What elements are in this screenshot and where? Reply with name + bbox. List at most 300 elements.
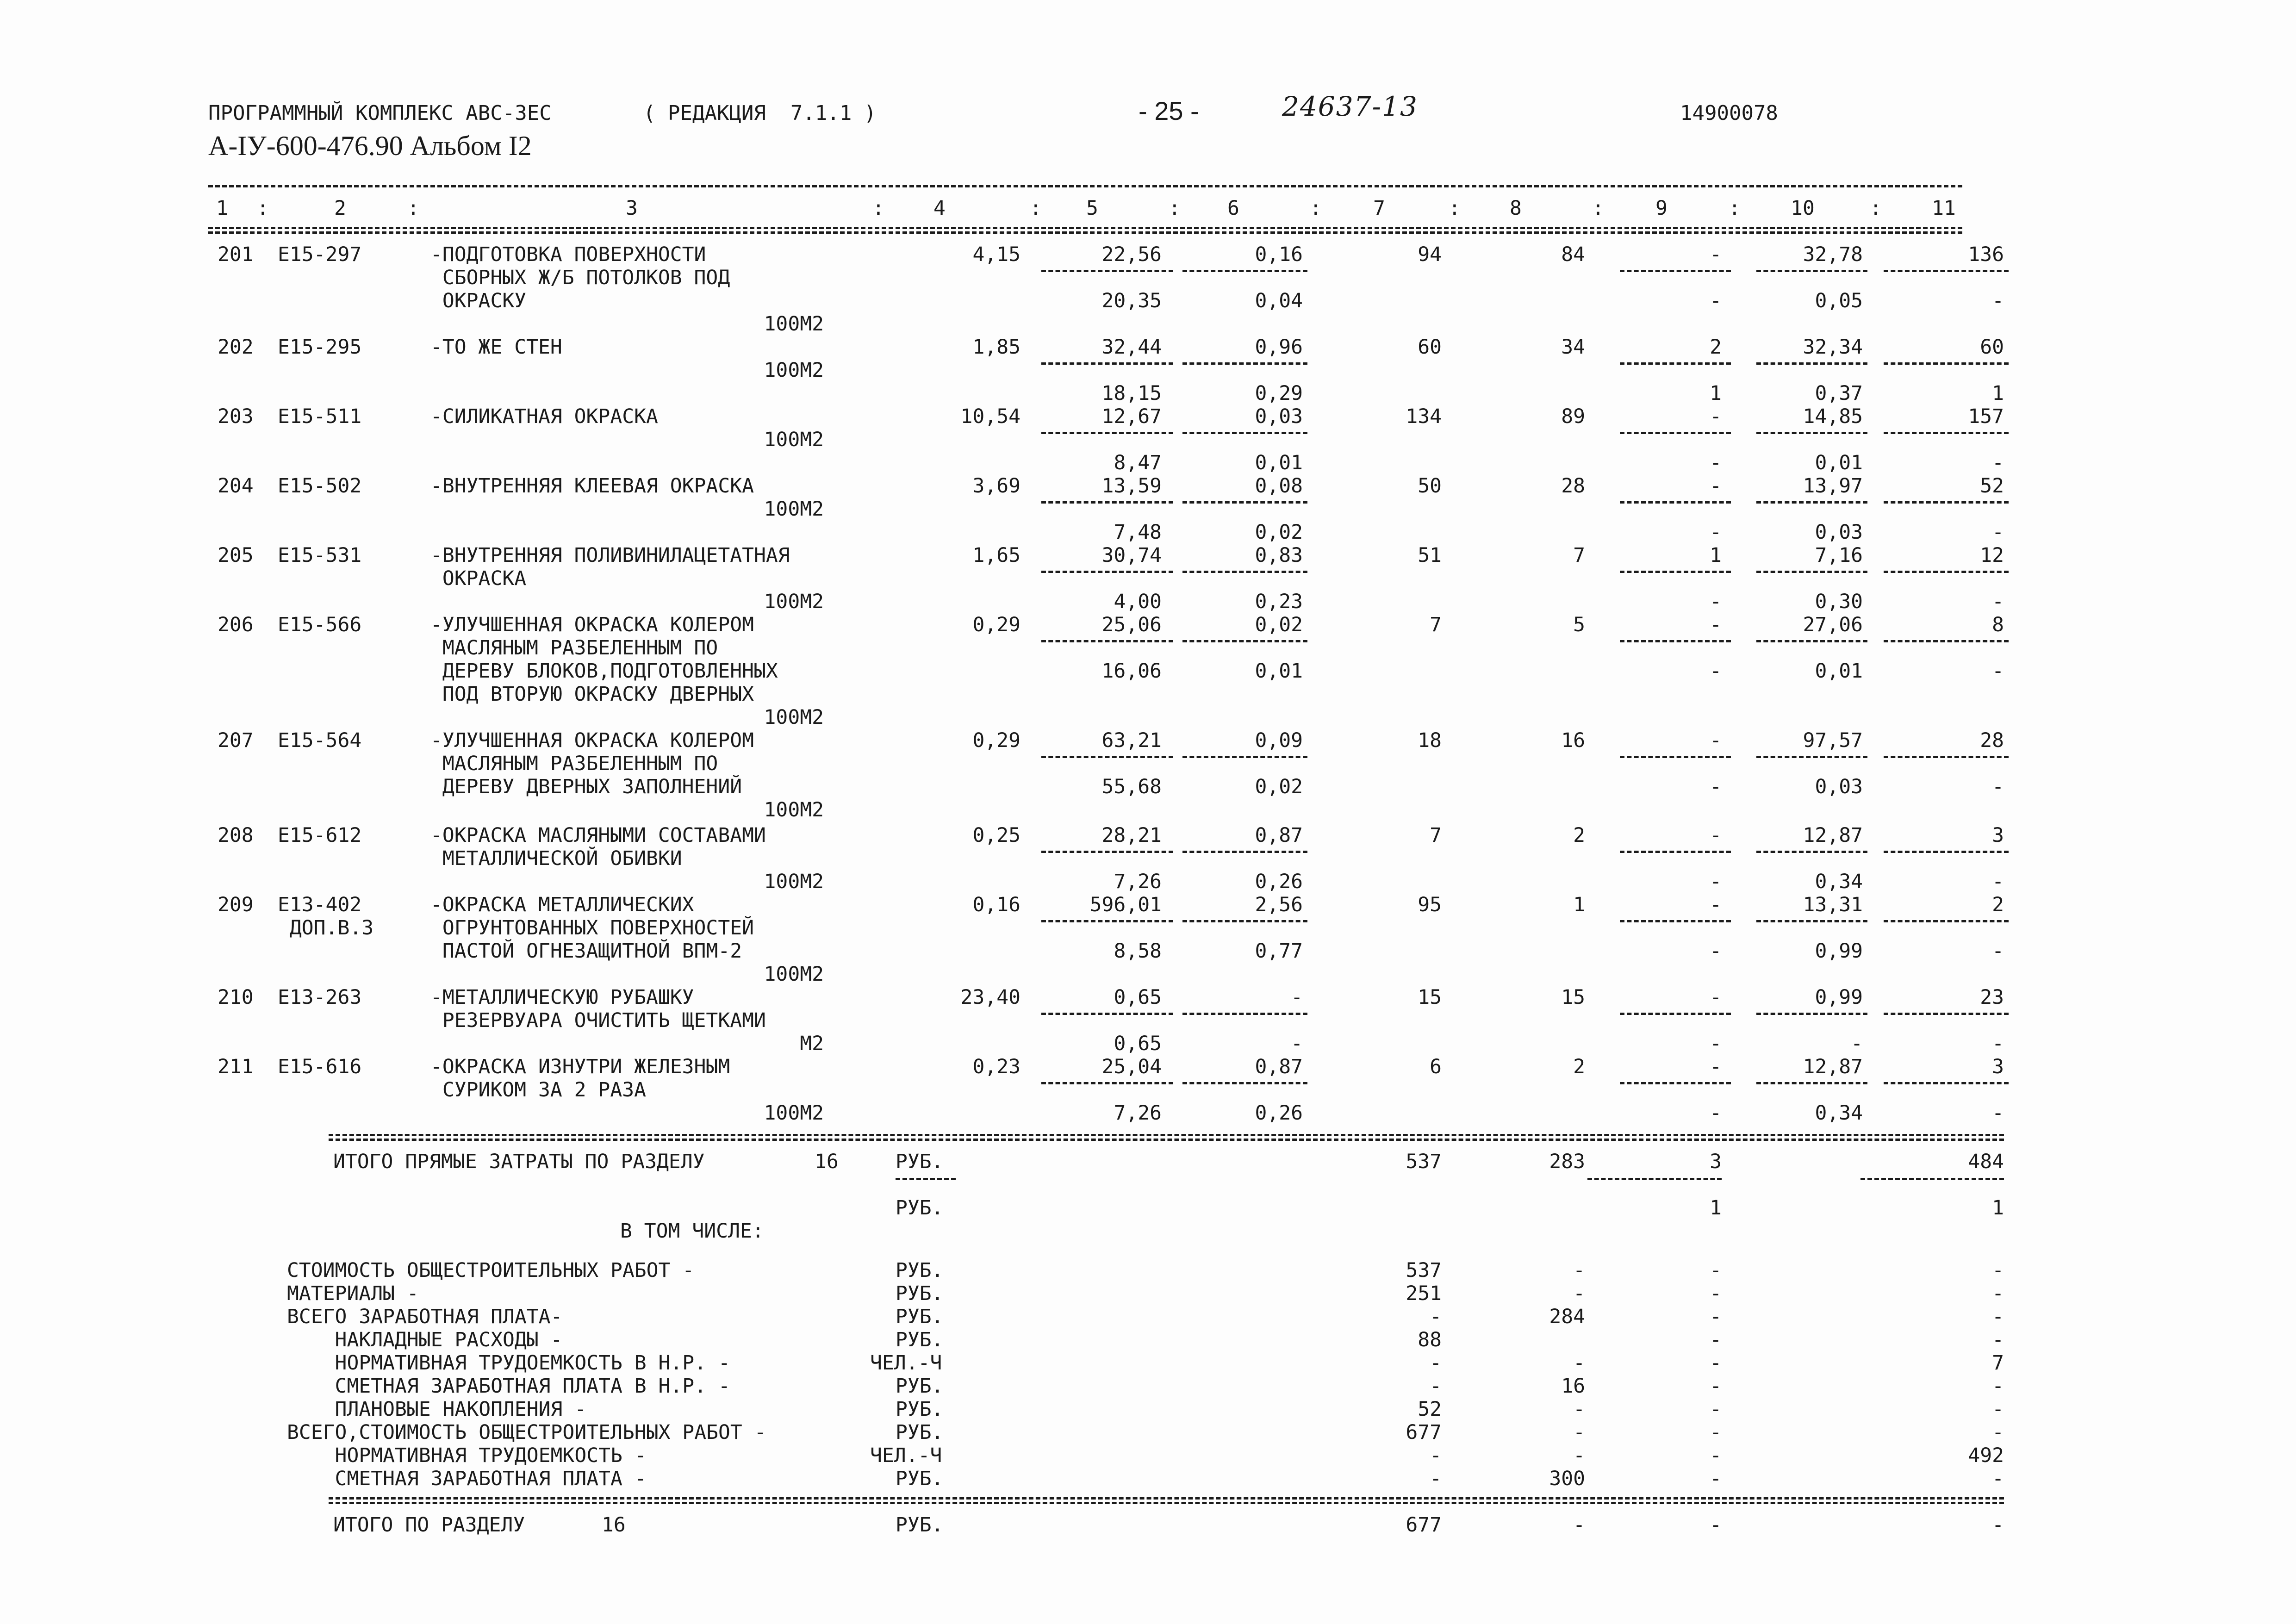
direct-machine-wages: 1 <box>1710 1196 1722 1220</box>
total-wages: 7 <box>1573 544 1585 567</box>
row-number: 205 <box>218 544 254 567</box>
currency-unit: РУБ. <box>896 1513 944 1537</box>
totals-rule <box>329 1134 2004 1136</box>
breakdown-label: ПЛАНОВЫЕ НАКОПЛЕНИЯ - <box>287 1398 587 1421</box>
unit-cost-total: 32,44 <box>1101 336 1162 359</box>
breakdown-machines: - <box>1710 1305 1722 1328</box>
machine-labor-total: - <box>1992 1032 2004 1055</box>
cell-divider <box>1756 501 1867 504</box>
breakdown-labor: - <box>1992 1467 2004 1490</box>
wages-per-unit: 4,00 <box>1114 590 1162 613</box>
quantity: 4,15 <box>972 243 1020 266</box>
column-separator: : <box>1169 197 1181 220</box>
cell-divider <box>1182 1013 1307 1015</box>
wages-per-unit: 7,26 <box>1114 1101 1162 1125</box>
machine-labor-total: - <box>1992 289 2004 312</box>
machine-labor-per-unit: 0,03 <box>1815 775 1863 798</box>
column-separator: : <box>257 197 269 220</box>
work-description: -ВНУТРЕННЯЯ ПОЛИВИНИЛАЦЕТАТНАЯ <box>430 544 790 567</box>
cell-divider <box>1182 851 1307 853</box>
breakdown-machines: - <box>1710 1351 1722 1375</box>
labor-total: 157 <box>1968 405 2004 428</box>
work-description: -ПОДГОТОВКА ПОВЕРХНОСТИ <box>430 243 706 266</box>
unit-cost-machines: 0,08 <box>1255 474 1303 498</box>
total-wages: 34 <box>1561 336 1585 359</box>
machine-labor-total: - <box>1992 940 2004 963</box>
cell-divider <box>1182 640 1307 642</box>
row-number: 208 <box>218 824 254 847</box>
column-separator: : <box>1030 197 1042 220</box>
header-rule-bottom <box>208 227 1962 229</box>
document-code: 14900078 <box>1680 101 1778 125</box>
column-number-8: 8 <box>1510 197 1522 220</box>
breakdown-unit: РУБ. <box>896 1421 944 1444</box>
machine-wages-per-unit: 0,23 <box>1255 590 1303 613</box>
cell-divider <box>1587 1178 1722 1180</box>
currency-unit: РУБ. <box>896 1150 944 1173</box>
norm-code: Е15-502 <box>278 474 362 498</box>
total-cost: 134 <box>1406 405 1442 428</box>
machine-labor-total: - <box>1992 775 2004 798</box>
quantity: 23,40 <box>960 986 1020 1009</box>
unit-of-measure: 100М2 <box>764 428 824 451</box>
cell-divider <box>1182 756 1307 758</box>
cell-divider <box>1041 501 1173 504</box>
labor-total: 3 <box>1992 824 2004 847</box>
row-number: 210 <box>218 986 254 1009</box>
section-total-labor: - <box>1992 1513 2004 1537</box>
machine-labor-per-unit: 0,99 <box>1815 940 1863 963</box>
machine-wages-total: - <box>1710 870 1722 893</box>
breakdown-label: НОРМАТИВНАЯ ТРУДОЕМКОСТЬ В Н.Р. - <box>287 1351 730 1375</box>
unit-cost-total: 13,59 <box>1101 474 1162 498</box>
breakdown-wages: 284 <box>1549 1305 1585 1328</box>
machine-labor-total: - <box>1992 590 2004 613</box>
cell-divider <box>1620 362 1731 365</box>
including-label: В ТОМ ЧИСЛЕ: <box>620 1220 764 1243</box>
header-rule-top <box>208 185 1962 187</box>
total-wages: 2 <box>1573 1055 1585 1078</box>
breakdown-cost: 677 <box>1406 1421 1442 1444</box>
breakdown-machines: - <box>1710 1398 1722 1421</box>
quantity: 0,16 <box>972 893 1020 916</box>
total-wages: 5 <box>1573 613 1585 636</box>
total-cost: 15 <box>1418 986 1442 1009</box>
total-cost: 18 <box>1418 729 1442 752</box>
machine-labor-per-unit: 0,34 <box>1815 1101 1863 1125</box>
machine-wages-total: - <box>1710 940 1722 963</box>
totals-rule-2 <box>329 1139 2004 1141</box>
unit-cost-machines: 0,96 <box>1255 336 1303 359</box>
machine-wages-total: - <box>1710 451 1722 474</box>
total-wages: 28 <box>1561 474 1585 498</box>
handwritten-number: 24637-13 <box>1282 91 1418 122</box>
column-number-4: 4 <box>933 197 946 220</box>
wages-per-unit: 8,58 <box>1114 940 1162 963</box>
machines-cost: - <box>1710 243 1722 266</box>
cell-divider <box>1041 640 1173 642</box>
labor-total: 12 <box>1980 544 2004 567</box>
wages-per-unit: 0,65 <box>1114 1032 1162 1055</box>
work-description: ПАСТОЙ ОГНЕЗАЩИТНОЙ ВПМ-2 <box>430 940 742 963</box>
machine-wages-per-unit: 0,01 <box>1255 451 1303 474</box>
cell-divider <box>1041 851 1173 853</box>
work-description: -ТО ЖЕ СТЕН <box>430 336 562 359</box>
total-wages: 84 <box>1561 243 1585 266</box>
unit-cost-total: 0,65 <box>1114 986 1162 1009</box>
machine-wages-total: - <box>1710 590 1722 613</box>
breakdown-cost: - <box>1430 1467 1442 1490</box>
breakdown-cost: 52 <box>1418 1398 1442 1421</box>
breakdown-machines: - <box>1710 1467 1722 1490</box>
machine-wages-total: - <box>1710 660 1722 683</box>
cell-divider <box>1884 851 2009 853</box>
edition-label: ( РЕДАКЦИЯ 7.1.1 ) <box>643 101 877 125</box>
work-description: СУРИКОМ ЗА 2 РАЗА <box>430 1078 646 1101</box>
cell-divider <box>1182 270 1307 272</box>
unit-of-measure: 100М2 <box>764 798 824 821</box>
machine-wages-total: - <box>1710 289 1722 312</box>
unit-cost-total: 596,01 <box>1089 893 1162 916</box>
machine-labor-per-unit: - <box>1851 1032 1863 1055</box>
work-description: ПОД ВТОРУЮ ОКРАСКУ ДВЕРНЫХ <box>430 683 754 706</box>
cell-divider <box>1620 851 1731 853</box>
unit-of-measure: 100М2 <box>764 590 824 613</box>
breakdown-cost: - <box>1430 1375 1442 1398</box>
breakdown-machines: - <box>1710 1375 1722 1398</box>
labor-per-unit: 12,87 <box>1803 1055 1863 1078</box>
breakdown-unit: РУБ. <box>896 1305 944 1328</box>
unit-of-measure: 100М2 <box>764 359 824 382</box>
total-wages: 15 <box>1561 986 1585 1009</box>
unit-cost-total: 28,21 <box>1101 824 1162 847</box>
machine-wages-per-unit: 0,02 <box>1255 775 1303 798</box>
work-description: ДЕРЕВУ ДВЕРНЫХ ЗАПОЛНЕНИЙ <box>430 775 742 798</box>
cell-divider <box>1041 1013 1173 1015</box>
section-total-cost: 677 <box>1406 1513 1442 1537</box>
column-number-2: 2 <box>334 197 346 220</box>
norm-code: Е13-402 <box>278 893 362 916</box>
unit-of-measure: 100М2 <box>764 1101 824 1125</box>
cell-divider <box>1756 270 1867 272</box>
labor-total: 136 <box>1968 243 2004 266</box>
labor-per-unit: 7,16 <box>1815 544 1863 567</box>
work-description: РЕЗЕРВУАРА ОЧИСТИТЬ ЩЕТКАМИ <box>430 1009 766 1032</box>
machine-wages-per-unit: 0,04 <box>1255 289 1303 312</box>
unit-of-measure: 100М2 <box>764 963 824 986</box>
cell-divider <box>1182 432 1307 434</box>
unit-cost-machines: 0,83 <box>1255 544 1303 567</box>
machine-labor-total: 1 <box>1992 382 2004 405</box>
labor-total: 8 <box>1992 613 2004 636</box>
column-separator: : <box>407 197 419 220</box>
breakdown-labor: - <box>1992 1421 2004 1444</box>
work-description: -ОКРАСКА ИЗНУТРИ ЖЕЛЕЗНЫМ <box>430 1055 730 1078</box>
norm-code: Е15-297 <box>278 243 362 266</box>
cell-divider <box>1041 432 1173 434</box>
labor-per-unit: 32,78 <box>1803 243 1863 266</box>
machine-wages-per-unit: 0,26 <box>1255 870 1303 893</box>
total-cost: 51 <box>1418 544 1442 567</box>
breakdown-label: СМЕТНАЯ ЗАРАБОТНАЯ ПЛАТА - <box>287 1467 647 1490</box>
unit-of-measure: 100М2 <box>764 312 824 336</box>
machine-wages-per-unit: 0,01 <box>1255 660 1303 683</box>
cell-divider <box>1182 362 1307 365</box>
unit-cost-total: 22,56 <box>1101 243 1162 266</box>
machine-labor-per-unit: 0,01 <box>1815 451 1863 474</box>
breakdown-wages: 16 <box>1561 1375 1585 1398</box>
direct-machines: 3 <box>1710 1150 1722 1173</box>
column-separator: : <box>1592 197 1604 220</box>
unit-cost-total: 63,21 <box>1101 729 1162 752</box>
machine-labor-total: - <box>1992 521 2004 544</box>
quantity: 0,29 <box>972 729 1020 752</box>
breakdown-label: НОРМАТИВНАЯ ТРУДОЕМКОСТЬ - <box>287 1444 647 1467</box>
labor-per-unit: 0,99 <box>1815 986 1863 1009</box>
unit-of-measure: 100М2 <box>764 706 824 729</box>
currency-unit: РУБ. <box>896 1196 944 1220</box>
labor-per-unit: 14,85 <box>1803 405 1863 428</box>
cell-divider <box>1620 756 1731 758</box>
column-number-11: 11 <box>1932 197 1956 220</box>
labor-per-unit: 32,34 <box>1803 336 1863 359</box>
work-description: МЕТАЛЛИЧЕСКОЙ ОБИВКИ <box>430 847 682 870</box>
machine-labor-per-unit: 0,05 <box>1815 289 1863 312</box>
total-wages: 16 <box>1561 729 1585 752</box>
work-description: -МЕТАЛЛИЧЕСКУЮ РУБАШКУ <box>430 986 694 1009</box>
total-cost: 7 <box>1430 824 1442 847</box>
wages-per-unit: 16,06 <box>1101 660 1162 683</box>
breakdown-label: СМЕТНАЯ ЗАРАБОТНАЯ ПЛАТА В Н.Р. - <box>287 1375 730 1398</box>
breakdown-labor: 7 <box>1992 1351 2004 1375</box>
machine-wages-per-unit: 0,26 <box>1255 1101 1303 1125</box>
cell-divider <box>1884 756 2009 758</box>
machines-cost: - <box>1710 613 1722 636</box>
machines-cost: - <box>1710 1055 1722 1078</box>
cell-divider <box>1756 1082 1867 1084</box>
breakdown-label: ВСЕГО,СТОИМОСТЬ ОБЩЕСТРОИТЕЛЬНЫХ РАБОТ - <box>287 1421 766 1444</box>
breakdown-label: МАТЕРИАЛЫ - <box>287 1282 419 1305</box>
machine-wages-total: - <box>1710 521 1722 544</box>
breakdown-wages: - <box>1573 1398 1585 1421</box>
final-rule-2 <box>329 1502 2004 1504</box>
breakdown-labor: - <box>1992 1282 2004 1305</box>
machine-labor-total: - <box>1992 870 2004 893</box>
work-description: ОГРУНТОВАННЫХ ПОВЕРХНОСТЕЙ <box>430 916 754 940</box>
unit-cost-total: 25,04 <box>1101 1055 1162 1078</box>
machine-wages-per-unit: 0,77 <box>1255 940 1303 963</box>
work-description: ОКРАСКА <box>430 567 527 590</box>
machine-labor-per-unit: 0,30 <box>1815 590 1863 613</box>
breakdown-unit: РУБ. <box>896 1282 944 1305</box>
machines-cost: 1 <box>1710 544 1722 567</box>
breakdown-unit: РУБ. <box>896 1467 944 1490</box>
cell-divider <box>1620 1082 1731 1084</box>
breakdown-cost: - <box>1430 1444 1442 1467</box>
unit-cost-total: 30,74 <box>1101 544 1162 567</box>
breakdown-labor: - <box>1992 1305 2004 1328</box>
machine-wages-total: - <box>1710 775 1722 798</box>
unit-cost-machines: - <box>1291 986 1303 1009</box>
wages-per-unit: 20,35 <box>1101 289 1162 312</box>
breakdown-unit: РУБ. <box>896 1259 944 1282</box>
breakdown-cost: - <box>1430 1305 1442 1328</box>
cell-divider <box>1620 501 1731 504</box>
machine-wages-per-unit: 0,29 <box>1255 382 1303 405</box>
section-total-wages: - <box>1573 1513 1585 1537</box>
breakdown-wages: - <box>1573 1259 1585 1282</box>
cell-divider <box>1182 920 1307 922</box>
labor-total: 52 <box>1980 474 2004 498</box>
machines-cost: - <box>1710 986 1722 1009</box>
wages-per-unit: 7,48 <box>1114 521 1162 544</box>
breakdown-labor: - <box>1992 1375 2004 1398</box>
machines-cost: - <box>1710 474 1722 498</box>
work-description: МАСЛЯНЫМ РАЗБЕЛЕННЫМ ПО <box>430 636 718 660</box>
direct-total-cost: 537 <box>1406 1150 1442 1173</box>
unit-cost-total: 12,67 <box>1101 405 1162 428</box>
labor-total: 60 <box>1980 336 2004 359</box>
total-wages: 1 <box>1573 893 1585 916</box>
cell-divider <box>1620 571 1731 573</box>
unit-cost-machines: 2,56 <box>1255 893 1303 916</box>
column-number-6: 6 <box>1227 197 1239 220</box>
breakdown-wages: 300 <box>1549 1467 1585 1490</box>
unit-cost-machines: 0,16 <box>1255 243 1303 266</box>
cell-divider <box>1756 362 1867 365</box>
unit-cost-machines: 0,87 <box>1255 824 1303 847</box>
row-number: 211 <box>218 1055 254 1078</box>
column-number-1: 1 <box>216 197 228 220</box>
norm-code: Е15-616 <box>278 1055 362 1078</box>
quantity: 1,65 <box>972 544 1020 567</box>
breakdown-label: ВСЕГО ЗАРАБОТНАЯ ПЛАТА- <box>287 1305 563 1328</box>
cell-divider <box>1756 571 1867 573</box>
breakdown-machines: - <box>1710 1328 1722 1351</box>
total-cost: 94 <box>1418 243 1442 266</box>
norm-code: Е15-566 <box>278 613 362 636</box>
column-separator: : <box>1729 197 1741 220</box>
machines-cost: - <box>1710 824 1722 847</box>
cell-divider <box>1756 432 1867 434</box>
machine-labor-per-unit: 0,03 <box>1815 521 1863 544</box>
column-number-10: 10 <box>1791 197 1815 220</box>
quantity: 0,23 <box>972 1055 1020 1078</box>
work-description: -ВНУТРЕННЯЯ КЛЕЕВАЯ ОКРАСКА <box>430 474 754 498</box>
breakdown-wages: - <box>1573 1282 1585 1305</box>
cell-divider <box>1620 640 1731 642</box>
direct-labor: 484 <box>1968 1150 2004 1173</box>
cell-divider <box>1620 270 1731 272</box>
column-separator: : <box>872 197 884 220</box>
column-number-5: 5 <box>1086 197 1098 220</box>
cell-divider <box>1041 1082 1173 1084</box>
cell-divider <box>1620 1013 1731 1015</box>
unit-cost-machines: 0,02 <box>1255 613 1303 636</box>
machine-labor-per-unit: 0,37 <box>1815 382 1863 405</box>
breakdown-cost: - <box>1430 1351 1442 1375</box>
wages-per-unit: 7,26 <box>1114 870 1162 893</box>
machine-wages-total: - <box>1710 1101 1722 1125</box>
breakdown-machines: - <box>1710 1421 1722 1444</box>
total-wages: 89 <box>1561 405 1585 428</box>
quantity: 1,85 <box>972 336 1020 359</box>
direct-total-wages: 283 <box>1549 1150 1585 1173</box>
unit-of-measure: М2 <box>800 1032 824 1055</box>
cell-divider <box>1884 571 2009 573</box>
cell-divider <box>1041 571 1173 573</box>
cell-divider <box>1182 571 1307 573</box>
machine-labor-total: - <box>1992 451 2004 474</box>
unit-cost-total: 25,06 <box>1101 613 1162 636</box>
unit-cost-machines: 0,03 <box>1255 405 1303 428</box>
machine-wages-per-unit: - <box>1291 1032 1303 1055</box>
row-number: 201 <box>218 243 254 266</box>
breakdown-unit: ЧЕЛ.-Ч <box>870 1351 942 1375</box>
section-number: 16 <box>602 1513 626 1537</box>
breakdown-cost: 537 <box>1406 1259 1442 1282</box>
cell-divider <box>1884 640 2009 642</box>
row-number: 209 <box>218 893 254 916</box>
machines-cost: - <box>1710 729 1722 752</box>
total-cost: 7 <box>1430 613 1442 636</box>
quantity: 10,54 <box>960 405 1020 428</box>
breakdown-labor: - <box>1992 1328 2004 1351</box>
section-total-label: ИТОГО ПО РАЗДЕЛУ <box>333 1513 525 1537</box>
quantity: 0,29 <box>972 613 1020 636</box>
breakdown-labor: - <box>1992 1259 2004 1282</box>
cell-divider <box>1182 501 1307 504</box>
work-description: МАСЛЯНЫМ РАЗБЕЛЕННЫМ ПО <box>430 752 718 775</box>
column-number-9: 9 <box>1655 197 1668 220</box>
work-description: ДЕРЕВУ БЛОКОВ,ПОДГОТОВЛЕННЫХ <box>430 660 778 683</box>
column-separator: : <box>1449 197 1461 220</box>
machine-labor-total: - <box>1992 660 2004 683</box>
norm-code: Е15-564 <box>278 729 362 752</box>
norm-code: ДОП.В.3 <box>278 916 374 940</box>
breakdown-unit: РУБ. <box>896 1328 944 1351</box>
labor-per-unit: 13,97 <box>1803 474 1863 498</box>
machine-wages-total: - <box>1710 1032 1722 1055</box>
section-number: 16 <box>815 1150 839 1173</box>
unit-underline <box>896 1178 956 1180</box>
unit-of-measure: 100М2 <box>764 498 824 521</box>
program-name: ПРОГРАММНЫЙ КОМПЛЕКС АВС-3ЕС <box>208 101 552 125</box>
breakdown-cost: 88 <box>1418 1328 1442 1351</box>
breakdown-machines: - <box>1710 1444 1722 1467</box>
breakdown-unit: РУБ. <box>896 1375 944 1398</box>
work-description: -ОКРАСКА МАСЛЯНЫМИ СОСТАВАМИ <box>430 824 766 847</box>
cell-divider <box>1041 270 1173 272</box>
breakdown-labor: 492 <box>1968 1444 2004 1467</box>
page-number: - 25 - <box>1139 96 1199 125</box>
machines-cost: - <box>1710 893 1722 916</box>
machine-labor-per-unit: 0,34 <box>1815 870 1863 893</box>
row-number: 207 <box>218 729 254 752</box>
work-description: -УЛУЧШЕННАЯ ОКРАСКА КОЛЕРОМ <box>430 729 754 752</box>
breakdown-unit: РУБ. <box>896 1398 944 1421</box>
machines-cost: - <box>1710 405 1722 428</box>
header-rule-bottom-2 <box>208 231 1962 234</box>
unit-cost-machines: 0,87 <box>1255 1055 1303 1078</box>
labor-per-unit: 12,87 <box>1803 824 1863 847</box>
labor-total: 28 <box>1980 729 2004 752</box>
cell-divider <box>1884 1013 2009 1015</box>
cell-divider <box>1756 1013 1867 1015</box>
norm-code: Е13-263 <box>278 986 362 1009</box>
direct-machine-labor: 1 <box>1992 1196 2004 1220</box>
labor-total: 2 <box>1992 893 2004 916</box>
